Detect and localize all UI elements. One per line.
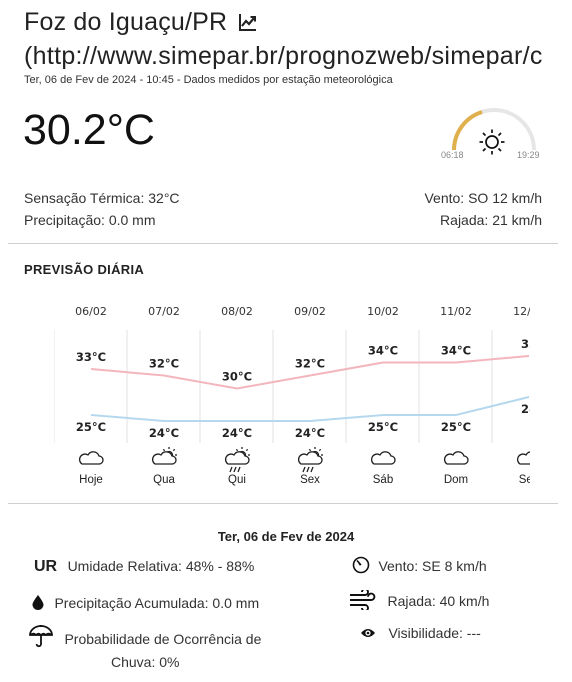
rain-prob-row: [28, 624, 261, 649]
source-url[interactable]: (http://www.simepar.br/prognozweb/simepar/c: [24, 42, 543, 70]
max-temp-label: 32°C: [148, 356, 180, 371]
rain-drop: [311, 467, 313, 472]
detail-wind-row: [352, 556, 487, 576]
divider: [8, 243, 558, 244]
detail-wind: Vento: SE 8 km/h: [378, 558, 487, 574]
drop-icon: [31, 594, 45, 610]
divider: [8, 503, 558, 504]
detail-gust-row: [349, 590, 489, 611]
visibility: Visibilidade: ---: [388, 625, 481, 641]
forecast-date: 06/02: [75, 305, 107, 318]
min-temp-label: 24°C: [221, 426, 253, 440]
rain-sun-icon: [226, 447, 250, 472]
city-title: [24, 8, 258, 37]
detail-date: Ter, 06 de Fev de 2024: [217, 529, 355, 544]
min-temp-label: 24°C: [148, 426, 180, 440]
precip-acc-row: [31, 594, 259, 613]
min-temp-label: 25°C: [367, 420, 399, 434]
cloud-icon: [80, 452, 103, 464]
rain-drop: [307, 467, 309, 472]
rain-drop: [234, 467, 236, 472]
min-temp-label: 25°C: [75, 420, 107, 434]
forecast-date: 12/02: [513, 305, 545, 318]
rain-prob-line1: Probabilidade de Ocorrência de: [64, 631, 262, 647]
rain-drop: [238, 467, 240, 472]
ur-label: UR: [34, 558, 58, 575]
temperature-unit: °C: [106, 106, 155, 154]
temperature-value: 30.2: [23, 106, 107, 154]
umbrella-icon: [28, 624, 54, 648]
sun-ray: [236, 449, 237, 450]
forecast-day: Dom: [443, 474, 469, 486]
max-temp-label: 34°C: [440, 343, 472, 358]
forecast-day: Sex: [300, 474, 320, 486]
min-temp-label: 25°C: [440, 420, 472, 434]
forecast-date: 09/02: [294, 305, 326, 318]
forecast-day: Qui: [228, 474, 246, 486]
forecast-day: Qua: [153, 474, 175, 486]
forecast-chart-svg: [54, 295, 545, 495]
forecast-day: Hoje: [79, 474, 103, 486]
partly-cloudy-icon: [153, 447, 177, 464]
rain-sun-icon: [299, 447, 323, 472]
eye-icon: [360, 627, 376, 639]
gust: Rajada: 21 km/h: [440, 212, 542, 228]
cloud-shape: [372, 452, 395, 464]
visibility-row: [360, 625, 481, 643]
forecast-date: 10/02: [367, 305, 399, 318]
forecast-day: Sáb: [372, 474, 394, 486]
rain-prob-line2: Chuva: 0%: [111, 654, 180, 670]
sunset-time: 19:29: [517, 150, 540, 160]
forecast-chart[interactable]: [54, 295, 545, 495]
forecast-title: PREVISÃO DIÁRIA: [24, 262, 145, 277]
forecast-date: 11/02: [440, 305, 472, 318]
precipitation: Precipitação: 0.0 mm: [24, 212, 156, 228]
cloud-shape: [445, 452, 468, 464]
sun-icon: [480, 130, 505, 155]
max-temp-label: 35: [520, 337, 538, 351]
humidity: Umidade Relativa: 48% - 88%: [67, 558, 255, 574]
min-temp-label: 24°C: [294, 426, 326, 440]
city-name: Foz do Iguaçu/PR: [24, 8, 228, 36]
compass-icon: [352, 556, 370, 574]
wind: Vento: SO 12 km/h: [424, 190, 542, 206]
sun-ray: [309, 449, 310, 450]
sunrise-time: 06:18: [441, 150, 464, 160]
cloud-shape: [80, 452, 103, 464]
sun-ray: [319, 449, 320, 450]
sun-ray: [173, 449, 174, 450]
cloud-icon: [445, 452, 468, 464]
current-temperature: [23, 106, 155, 155]
cloud-icon: [372, 452, 395, 464]
forecast-day: Seg: [518, 474, 540, 486]
precip-acc: Precipitação Acumulada: 0.0 mm: [54, 595, 260, 611]
max-temp-label: 33°C: [75, 350, 107, 364]
forecast-date: 08/02: [221, 305, 253, 318]
wind-gust-icon: [349, 590, 377, 610]
min-temp-line: [91, 397, 538, 421]
max-temp-label: 30°C: [221, 369, 253, 384]
cloud-shape: [518, 452, 530, 464]
trend-chart-icon[interactable]: [238, 12, 258, 32]
measurement-subtitle: Ter, 06 de Fev de 2024 - 10:45 - Dados medidos por estação meteorológica: [24, 74, 393, 86]
forecast-date: 07/02: [148, 305, 180, 318]
cloud-icon: [518, 452, 530, 464]
max-temp-label: 34°C: [367, 343, 399, 358]
sun-ray: [246, 449, 247, 450]
rain-drop: [303, 467, 305, 472]
rain-drop: [230, 467, 232, 472]
sun-ray: [163, 449, 164, 450]
humidity-row: [34, 558, 254, 576]
feels-like: Sensação Térmica: 32°C: [24, 190, 180, 206]
max-temp-label: 32°C: [294, 356, 326, 371]
detail-gust: Rajada: 40 km/h: [387, 593, 490, 609]
min-temp-label: 28: [520, 402, 538, 416]
